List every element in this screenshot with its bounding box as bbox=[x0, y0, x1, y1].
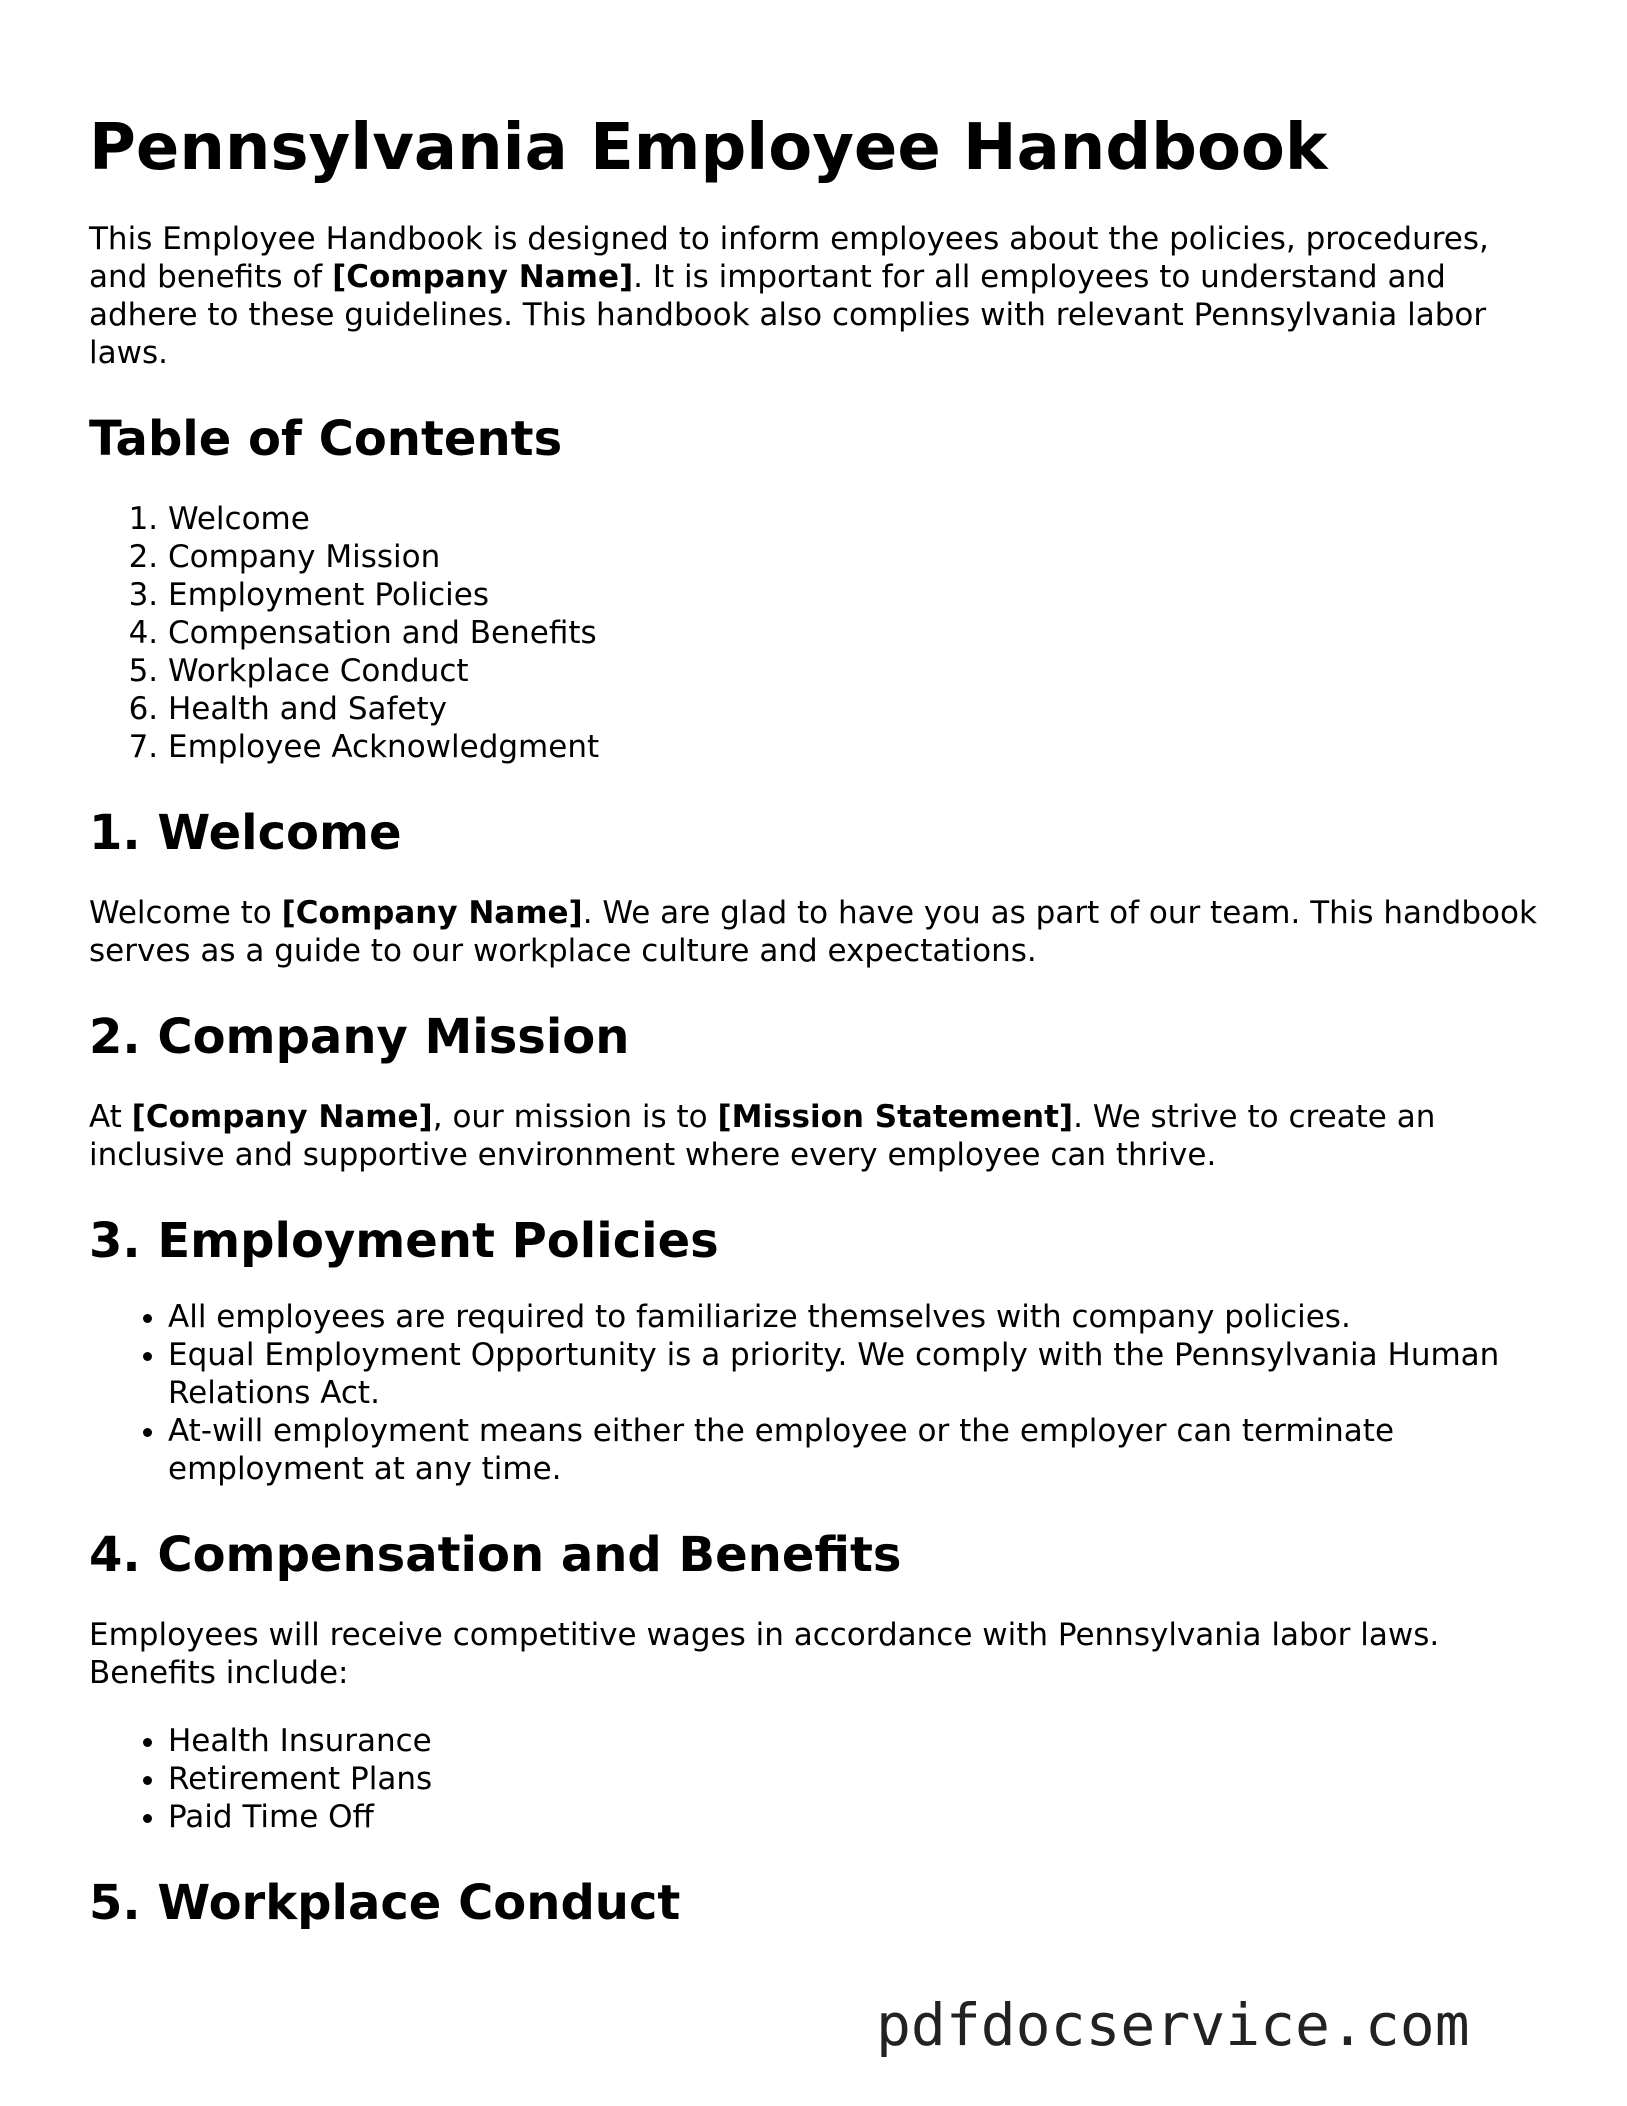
welcome-text-after: . We are glad to have you as part of our team. This handbook serves as a guide to our workplace culture and expectations. bbox=[89, 895, 1537, 969]
watermark-text: pdfdocservice.com bbox=[876, 1991, 1470, 2059]
mission-text-2: , our mission is to bbox=[432, 1099, 718, 1135]
toc-item: 3. Employment Policies bbox=[168, 576, 1539, 614]
mission-text-3: . We strive to create an inclusive and supportive environment where every employee can thrive. bbox=[89, 1099, 1436, 1173]
intro-text-before: This Employee Handbook is designed to inform employees about the policies, procedures, and benefits of bbox=[89, 221, 1489, 295]
mission-company-placeholder: [Company Name] bbox=[131, 1099, 433, 1135]
document-title: Pennsylvania Employee Handbook bbox=[89, 111, 1328, 185]
mission-heading: 2. Company Mission bbox=[89, 1009, 630, 1065]
benefit-item: • Health Insurance bbox=[168, 1722, 1539, 1760]
policies-list bbox=[89, 1298, 1539, 1488]
conduct-heading: 5. Workplace Conduct bbox=[89, 1875, 681, 1931]
policies-heading: 3. Employment Policies bbox=[89, 1213, 719, 1269]
compensation-heading: 4. Compensation and Benefits bbox=[89, 1527, 902, 1583]
welcome-paragraph bbox=[89, 894, 1539, 970]
benefit-item: • Paid Time Off bbox=[168, 1798, 1539, 1836]
toc-item: 7. Employee Acknowledgment bbox=[168, 728, 1539, 766]
benefits-list bbox=[89, 1722, 1539, 1836]
policy-item: • At-will employment means either the employee or the employer can terminate employment at any time. bbox=[168, 1412, 1539, 1488]
welcome-company-placeholder: [Company Name] bbox=[281, 895, 583, 931]
toc-item: 5. Workplace Conduct bbox=[168, 652, 1539, 690]
welcome-heading: 1. Welcome bbox=[89, 805, 402, 861]
mission-paragraph bbox=[89, 1098, 1539, 1174]
toc-item: 6. Health and Safety bbox=[168, 690, 1539, 728]
toc-item: 4. Compensation and Benefits bbox=[168, 614, 1539, 652]
mission-text-1: At bbox=[89, 1099, 132, 1135]
toc-list bbox=[89, 500, 1539, 766]
intro-company-placeholder: [Company Name] bbox=[332, 259, 634, 295]
policy-item: • All employees are required to familiarize themselves with company policies. bbox=[168, 1298, 1539, 1336]
toc-item: 2. Company Mission bbox=[168, 538, 1539, 576]
toc-item: 1. Welcome bbox=[168, 500, 1539, 538]
compensation-paragraph: Employees will receive competitive wages in accordance with Pennsylvania labor laws. Benefits include: bbox=[89, 1617, 1440, 1691]
intro-text-after: . It is important for all employees to understand and adhere to these guidelines. This handbook also complies with relevant Pennsylvania labor laws. bbox=[89, 259, 1487, 371]
policy-item: • Equal Employment Opportunity is a priority. We comply with the Pennsylvania Human Relations Act. bbox=[168, 1336, 1539, 1412]
welcome-text-before: Welcome to bbox=[89, 895, 282, 931]
mission-statement-placeholder: [Mission Statement] bbox=[717, 1099, 1074, 1135]
benefit-item: • Retirement Plans bbox=[168, 1760, 1539, 1798]
toc-heading: Table of Contents bbox=[89, 411, 563, 467]
document-page bbox=[89, 110, 1539, 1964]
intro-paragraph bbox=[89, 220, 1539, 372]
